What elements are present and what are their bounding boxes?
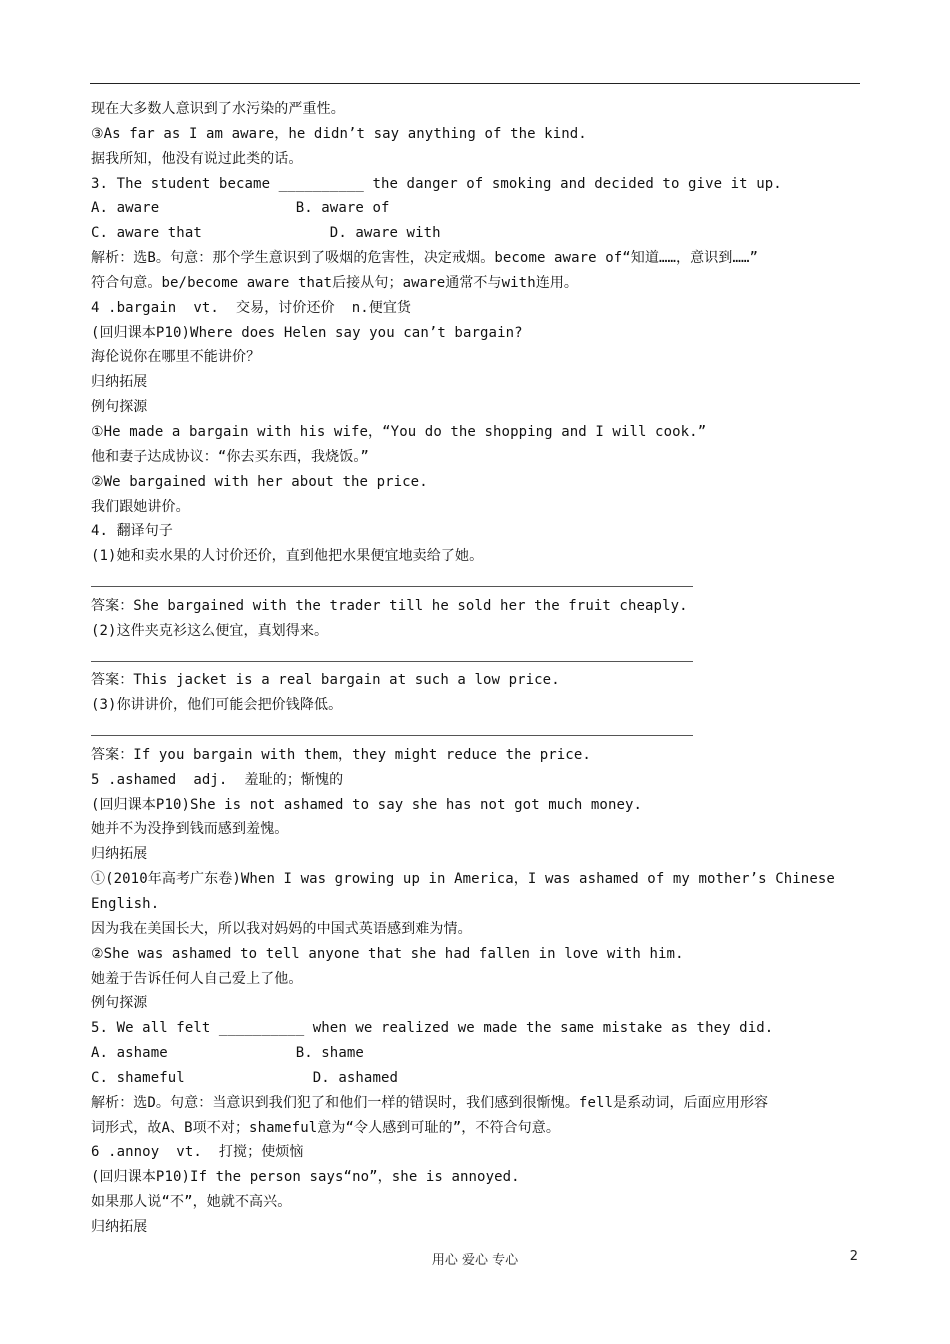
translation-line: 我们跟她讲价。 [91, 498, 190, 515]
answer-line: 答案：She bargained with the trader till he sold her the fruit cheaply. [91, 597, 688, 614]
section-label: 归纳拓展 [91, 1218, 148, 1235]
exercise-prompt: (1)她和卖水果的人讨价还价，直到他把水果便宜地卖给了她。 [91, 548, 484, 565]
translation-line: 她并不为没挣到钱而感到羞愧。 [91, 821, 289, 838]
translation-line: 因为我在美国长大，所以我对妈妈的中国式英语感到难为情。 [91, 920, 472, 937]
footer-slogan: 用心 爱心 专心 [431, 1253, 519, 1268]
option-line: C. aware that D. aware with [91, 225, 441, 242]
answer-blank-line [91, 644, 863, 669]
answer-blank-line [91, 569, 863, 594]
translation-line: 海伦说你在哪里不能讲价？ [91, 349, 261, 366]
translation-line: 他和妻子达成协议：“你去买东西，我烧饭。” [91, 448, 369, 465]
textbook-reference: (回归课本P10)Where does Helen say you can’t bargain? [91, 324, 523, 341]
example-sentence: ②She was ashamed to tell anyone that she had fallen in love with him. [91, 945, 684, 962]
question-line: 3. The student became __________ the danger of smoking and decided to give it up. [91, 175, 782, 192]
section-label: 例句探源 [91, 995, 148, 1012]
question-line: 5. We all felt __________ when we realized we made the same mistake as they did. [91, 1020, 774, 1037]
exercise-prompt: (3)你讲讲价，他们可能会把价钱降低。 [91, 697, 343, 714]
text-line: 现在大多数人意识到了水污染的严重性。 [91, 101, 345, 117]
section-label: 例句探源 [91, 399, 148, 416]
answer-line: 答案：If you bargain with them，they might reduce the price. [91, 746, 591, 763]
textbook-reference: (回归课本P10)She is not ashamed to say she has not got much money. [91, 796, 643, 813]
section-label: 归纳拓展 [91, 374, 148, 391]
explanation-line: 解析：选D。句意：当意识到我们犯了和他们一样的错误时，我们感到很惭愧。fell是系动词，后面应用形容 [91, 1094, 769, 1111]
answer-line: 答案：This jacket is a real bargain at such a low price. [91, 672, 560, 689]
document-body [91, 97, 863, 1240]
translation-line: 如果那人说“不”，她就不高兴。 [91, 1194, 292, 1211]
vocab-heading: 5 .ashamed adj. 羞耻的；惭愧的 [91, 771, 344, 788]
option-line: A. ashame B. shame [91, 1045, 364, 1062]
explanation-line: 符合句意。be/become aware that后接从句；aware通常不与with连用。 [91, 274, 579, 291]
section-label: 归纳拓展 [91, 846, 148, 863]
translation-line: 她羞于告诉任何人自己爱上了他。 [91, 970, 303, 987]
vocab-heading: 4 .bargain vt. 交易，讨价还价 n.便宜货 [91, 299, 412, 316]
example-sentence: ①He made a bargain with his wife，“You do the shopping and I will cook.” [91, 423, 707, 440]
explanation-line: 解析：选B。句意：那个学生意识到了吸烟的危害性，决定戒烟。become aware of“知道……，意识到……” [91, 250, 759, 267]
example-sentence: ②We bargained with her about the price. [91, 473, 428, 490]
header-rule [90, 83, 860, 84]
exercise-heading: 4. 翻译句子 [91, 523, 173, 540]
exercise-prompt: (2)这件夹克衫这么便宜，真划得来。 [91, 622, 329, 639]
translation-line: 据我所知，他没有说过此类的话。 [91, 150, 303, 167]
option-line: A. aware B. aware of [91, 200, 390, 217]
example-sentence: ①(2010年高考广东卷)When I was growing up in America，I was ashamed of my mother’s Chinese [91, 871, 835, 888]
page-number: 2 [849, 1249, 858, 1264]
textbook-reference: (回归课本P10)If the person says“no”，she is annoyed. [91, 1169, 520, 1186]
explanation-line: 词形式，故A、B项不对；shameful意为“令人感到可耻的”，不符合句意。 [91, 1119, 560, 1136]
vocab-heading: 6 .annoy vt. 打搅；使烦恼 [91, 1144, 304, 1161]
example-sentence: ③As far as I am aware，he didn’t say anything of the kind. [91, 125, 587, 142]
example-sentence: English. [91, 896, 160, 912]
answer-blank-line [91, 718, 863, 743]
option-line: C. shameful D. ashamed [91, 1069, 399, 1086]
